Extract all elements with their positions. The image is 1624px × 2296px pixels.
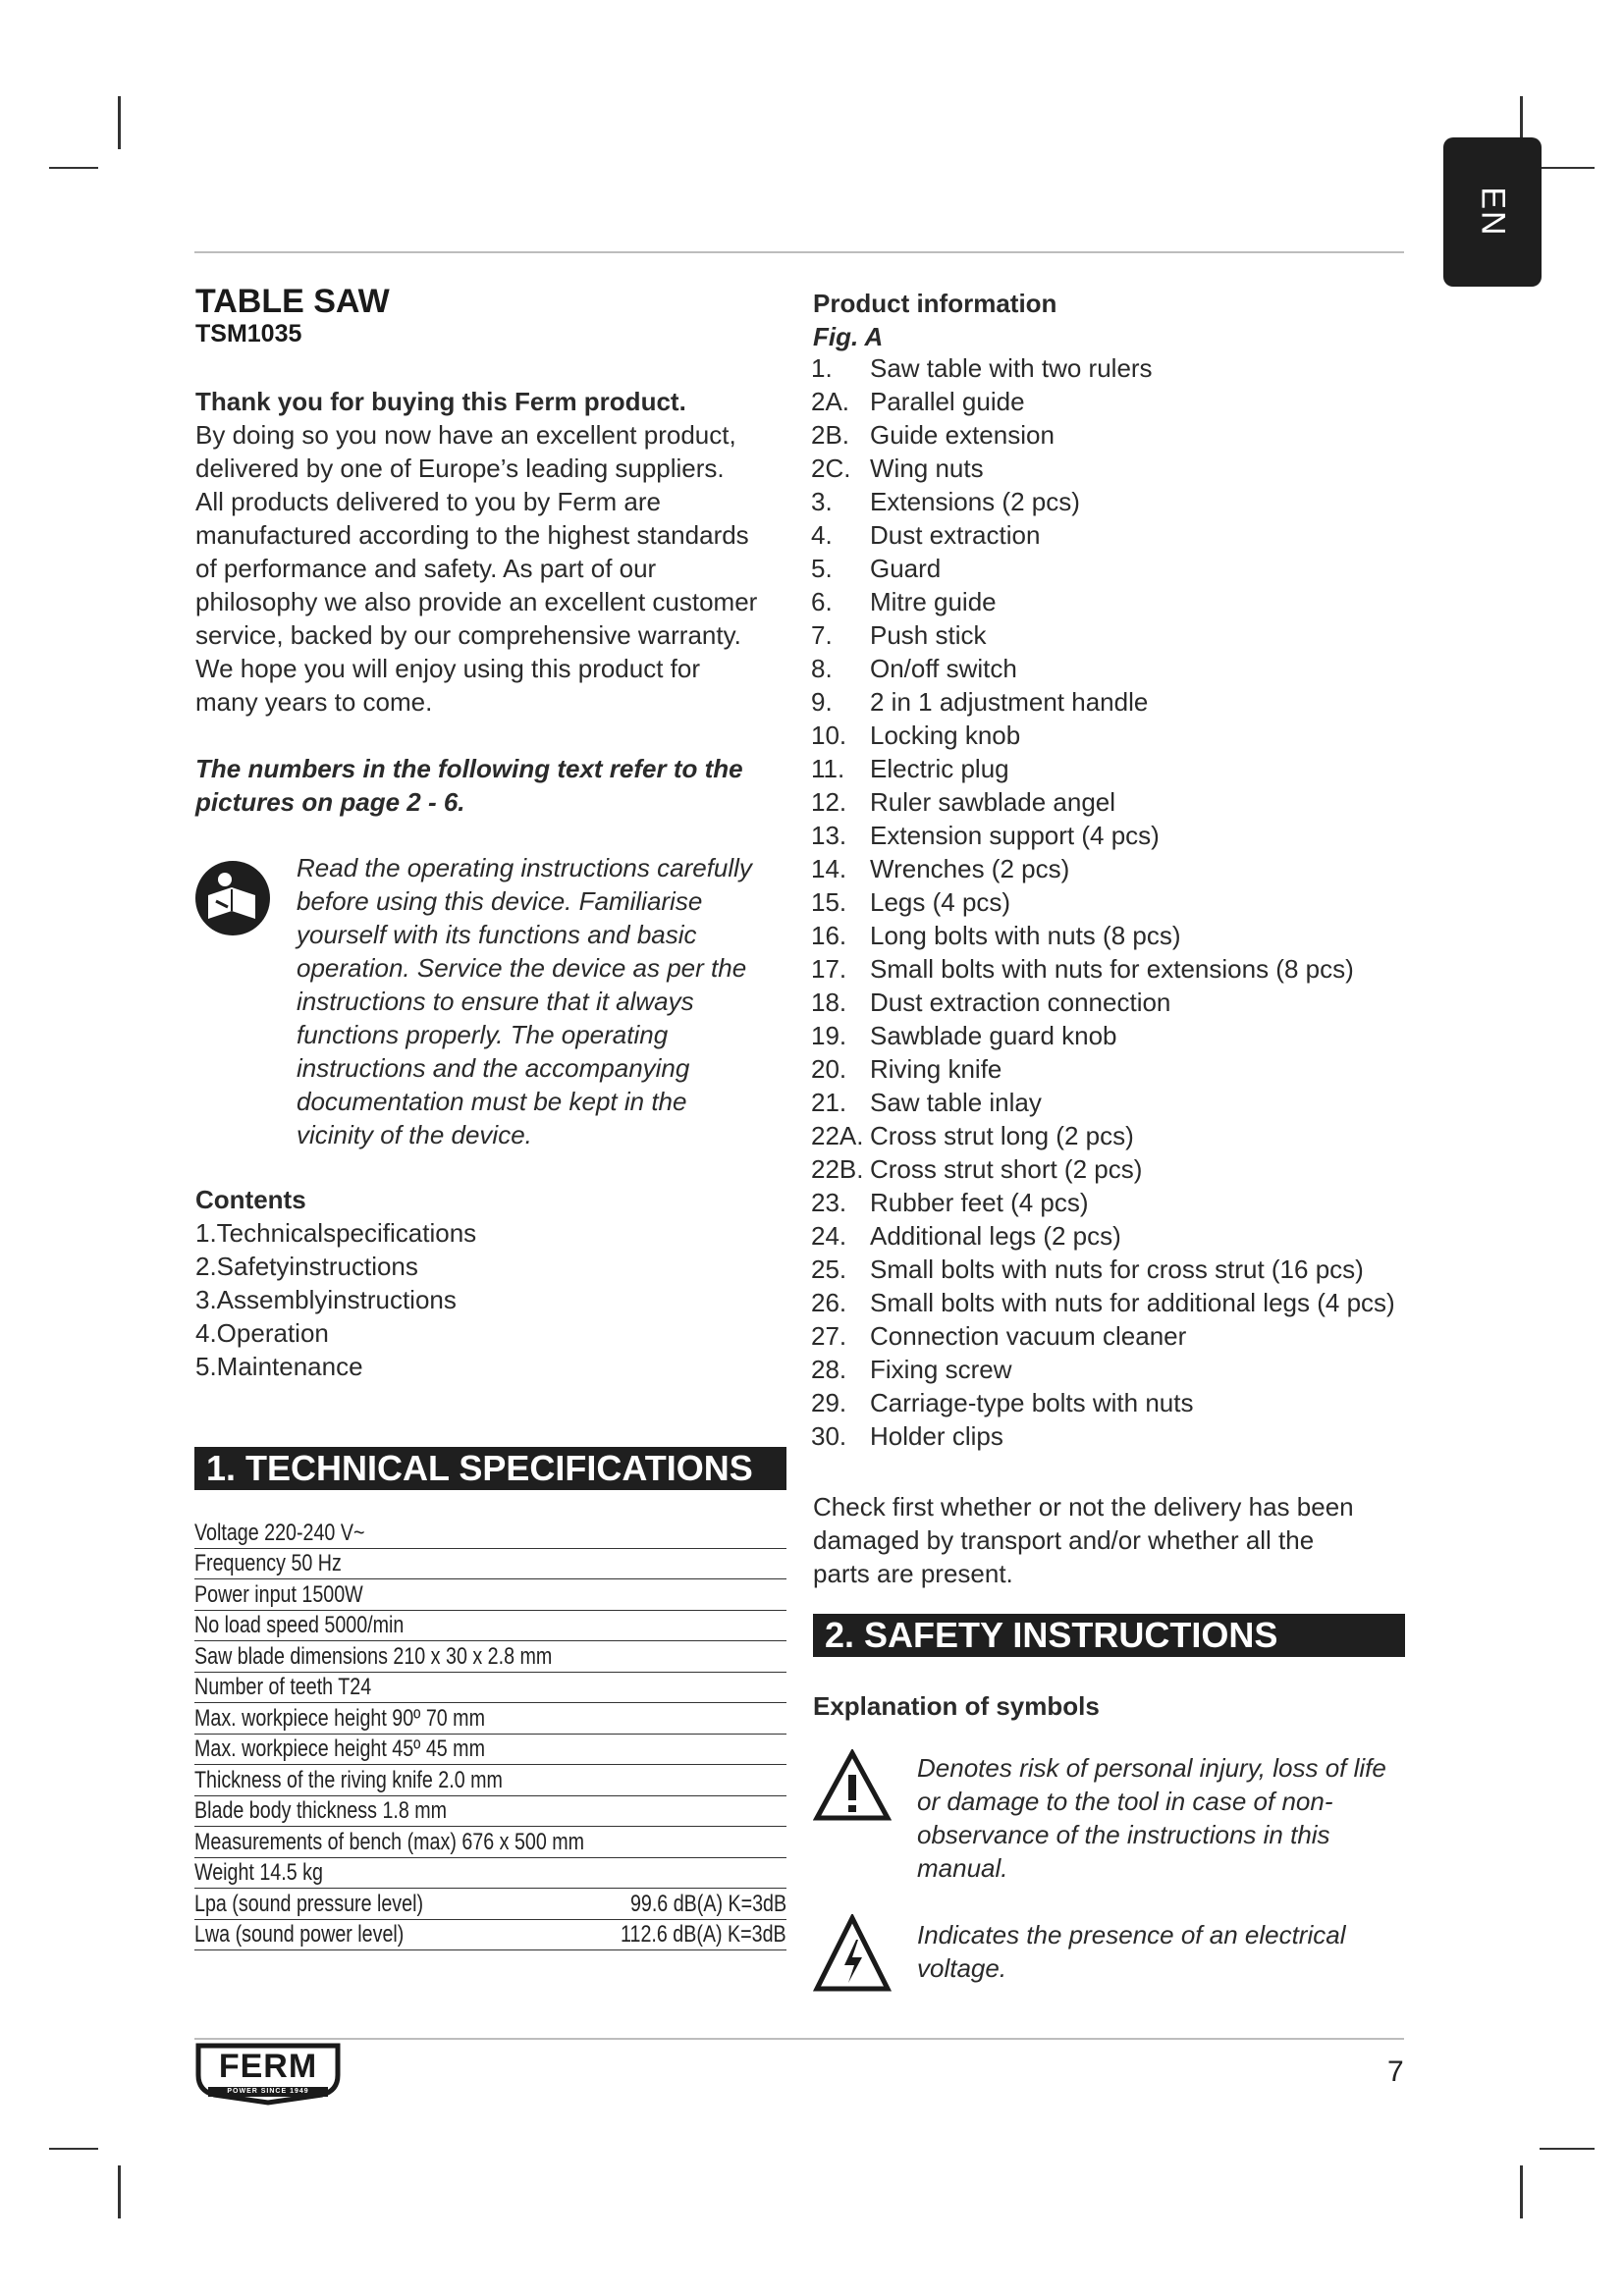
part-number: 28. [811,1355,847,1384]
spec-row [194,1735,786,1766]
part-number: 20. [811,1054,847,1084]
part-name: Holder clips [870,1421,1003,1451]
intro-line: All products delivered to you by Ferm are [195,487,661,516]
part-number: 9. [811,687,833,717]
read-instructions-text [297,851,807,1151]
warning-line: Denotes risk of personal injury, loss of life [917,1753,1386,1783]
part-name: Additional legs (2 pcs) [870,1221,1121,1251]
part-number: 15. [811,887,847,917]
part-name: Parallel guide [870,387,1025,416]
part-name: Dust extraction [870,520,1041,550]
intro-line: manufactured according to the highest standards [195,520,749,550]
part-number: 21. [811,1088,847,1117]
symbols-heading: Explanation of symbols [813,1691,1100,1721]
spec-value: 112.6 dB(A) K=3dB [621,1921,786,1948]
part-name: Wing nuts [870,454,984,483]
electrical-description [917,1918,1408,1985]
spec-row [194,1673,786,1704]
read-instructions-line: before using this device. Familiarise [297,886,703,916]
spec-row [194,1889,786,1920]
part-number: 26. [811,1288,847,1317]
warning-description [917,1751,1408,1885]
intro-line: philosophy we also provide an excellent customer [195,587,758,616]
part-number: 10. [811,721,847,750]
part-name: Saw table with two rulers [870,353,1153,383]
part-number: 2B. [811,420,850,450]
part-name: Rubber feet (4 pcs) [870,1188,1089,1217]
part-number: 7. [811,620,833,650]
part-number: 30. [811,1421,847,1451]
model-number: TSM1035 [195,320,302,347]
part-number: 29. [811,1388,847,1417]
spec-row [194,1858,786,1890]
spec-label: Lpa (sound pressure level) [194,1890,424,1917]
part-number: 16. [811,921,847,950]
spec-row [194,1765,786,1796]
language-tab [1443,137,1542,287]
spec-row [194,1579,786,1611]
spec-label: Power input 1500W [194,1580,363,1608]
part-name: Mitre guide [870,587,997,616]
part-name: Small bolts with nuts for extensions (8 pcs) [870,954,1354,984]
warning-line: or damage to the tool in case of non- [917,1787,1333,1816]
part-name: Connection vacuum cleaner [870,1321,1187,1351]
part-number: 22B. [811,1154,864,1184]
part-name: 2 in 1 adjustment handle [870,687,1149,717]
part-name: Guard [870,554,942,583]
part-name: Extensions (2 pcs) [870,487,1080,516]
part-number: 1. [811,353,833,383]
product-title: TABLE SAW [195,283,390,320]
contents-item: 3.Assemblyinstructions [195,1285,457,1314]
intro-section [195,385,804,719]
read-instructions-line: vicinity of the device. [297,1120,532,1149]
read-instructions-line: Read the operating instructions carefully [297,853,752,882]
part-number: 2A. [811,387,850,416]
part-name: Legs (4 pcs) [870,887,1011,917]
part-number: 22A. [811,1121,864,1150]
spec-row [194,1796,786,1828]
spec-label: Blade body thickness 1.8 mm [194,1797,448,1824]
spec-label: Frequency 50 Hz [194,1550,342,1576]
delivery-check-line: parts are present. [813,1559,1013,1588]
crop-mark [1540,167,1595,169]
read-instructions-line: instructions to ensure that it always [297,987,694,1016]
delivery-check [813,1490,1354,1590]
spec-row [194,1611,786,1642]
spec-label: Lwa (sound power level) [194,1921,405,1948]
crop-mark [118,2165,121,2218]
part-name: Extension support (4 pcs) [870,821,1160,850]
part-number: 18. [811,988,847,1017]
spec-label: Max. workpiece height 45º 45 mm [194,1735,485,1762]
read-instructions-line: operation. Service the device as per the [297,953,747,983]
part-name: Saw table inlay [870,1088,1042,1117]
part-number: 27. [811,1321,847,1351]
spec-label: No load speed 5000/min [194,1612,405,1638]
crop-mark [1540,2148,1595,2150]
part-number: 6. [811,587,833,616]
warning-icon [813,1749,892,1822]
read-instructions-line: functions properly. The operating [297,1020,669,1049]
spec-row [194,1920,786,1951]
read-manual-icon [194,860,271,936]
part-number: 4. [811,520,833,550]
read-instructions-line: instructions and the accompanying [297,1053,690,1083]
spec-label: Number of teeth T24 [194,1674,372,1700]
numbers-note-line: pictures on page 2 - 6. [195,787,465,817]
part-name: On/off switch [870,654,1017,683]
spec-row [194,1518,786,1549]
electrical-voltage-icon [813,1914,892,1993]
part-name: Riving knife [870,1054,1002,1084]
part-name: Small bolts with nuts for cross strut (16 pcs) [870,1255,1364,1284]
part-name: Long bolts with nuts (8 pcs) [870,921,1181,950]
delivery-check-line: damaged by transport and/or whether all the [813,1525,1315,1555]
page-number: 7 [1387,2056,1404,2088]
logo-tagline: POWER SINCE 1949 [227,2088,309,2095]
warning-line: manual. [917,1853,1008,1883]
part-name: Fixing screw [870,1355,1012,1384]
product-info-heading: Product information [813,289,1057,318]
part-number: 5. [811,554,833,583]
numbers-note [195,752,743,819]
part-number: 24. [811,1221,847,1251]
part-name: Cross strut short (2 pcs) [870,1154,1143,1184]
read-instructions-line: documentation must be kept in the [297,1087,687,1116]
intro-line: many years to come. [195,687,433,717]
spec-row [194,1703,786,1735]
top-divider [194,251,1404,253]
spec-value: 99.6 dB(A) K=3dB [629,1890,786,1917]
intro-heading: Thank you for buying this Ferm product. [195,387,686,416]
crop-mark [1520,2165,1523,2218]
part-name: Cross strut long (2 pcs) [870,1121,1134,1150]
contents-item: 1.Technicalspecifications [195,1218,477,1248]
intro-line: service, backed by our comprehensive warranty. [195,620,741,650]
part-name: Carriage-type bolts with nuts [870,1388,1194,1417]
part-number: 12. [811,787,847,817]
part-number: 11. [811,754,845,783]
spec-row [194,1827,786,1858]
delivery-check-line: Check first whether or not the delivery has been [813,1492,1354,1522]
part-number: 13. [811,821,847,850]
technical-specifications-heading: 1. TECHNICAL SPECIFICATIONS [194,1447,786,1490]
ferm-logo [194,2042,342,2107]
language-label: EN [1474,187,1512,238]
spec-label: Thickness of the riving knife 2.0 mm [194,1766,503,1793]
part-name: Ruler sawblade angel [870,787,1116,817]
intro-line: By doing so you now have an excellent product, [195,420,736,450]
part-number: 23. [811,1188,847,1217]
electrical-line: voltage. [917,1953,1007,1983]
part-name: Small bolts with nuts for additional legs (4 pcs) [870,1288,1395,1317]
part-name: Wrenches (2 pcs) [870,854,1070,883]
spec-label: Saw blade dimensions 210 x 30 x 2.8 mm [194,1642,553,1670]
part-number: 3. [811,487,833,516]
part-number: 2C. [811,454,851,483]
intro-line: We hope you will enjoy using this product for [195,654,701,683]
figure-reference: Fig. A [813,322,884,351]
contents-item: 4.Operation [195,1318,329,1348]
spec-label: Weight 14.5 kg [194,1859,323,1886]
part-number: 17. [811,954,847,984]
part-number: 8. [811,654,833,683]
specifications-table [194,1518,786,1950]
numbers-note-line: The numbers in the following text refer to the [195,754,743,783]
crop-mark [49,167,98,169]
part-number: 14. [811,854,847,883]
part-number: 25. [811,1255,847,1284]
spec-label: Max. workpiece height 90º 70 mm [194,1704,485,1732]
contents-item: 5.Maintenance [195,1352,363,1381]
contents-item: 2.Safetyinstructions [195,1252,418,1281]
part-name: Electric plug [870,754,1009,783]
intro-line: of performance and safety. As part of our [195,554,657,583]
spec-row [194,1549,786,1580]
crop-mark [118,96,121,149]
spec-label: Measurements of bench (max) 676 x 500 mm [194,1828,585,1855]
safety-instructions-heading: 2. SAFETY INSTRUCTIONS [813,1614,1405,1657]
crop-mark [49,2148,98,2150]
part-number: 19. [811,1021,847,1050]
spec-label: Voltage 220-240 V~ [194,1519,365,1546]
warning-line: observance of the instructions in this [917,1820,1330,1849]
electrical-line: Indicates the presence of an electrical [917,1920,1346,1949]
spec-row [194,1641,786,1673]
bottom-divider [194,2038,1404,2040]
contents-section [195,1183,476,1383]
part-name: Push stick [870,620,987,650]
read-instructions-line: yourself with its functions and basic [297,920,697,949]
part-name: Locking knob [870,721,1021,750]
intro-line: delivered by one of Europe’s leading suppliers. [195,454,725,483]
part-name: Guide extension [870,420,1055,450]
logo-brand: FERM [218,2048,318,2085]
part-name: Dust extraction connection [870,988,1171,1017]
part-name: Sawblade guard knob [870,1021,1117,1050]
contents-heading: Contents [195,1185,306,1214]
